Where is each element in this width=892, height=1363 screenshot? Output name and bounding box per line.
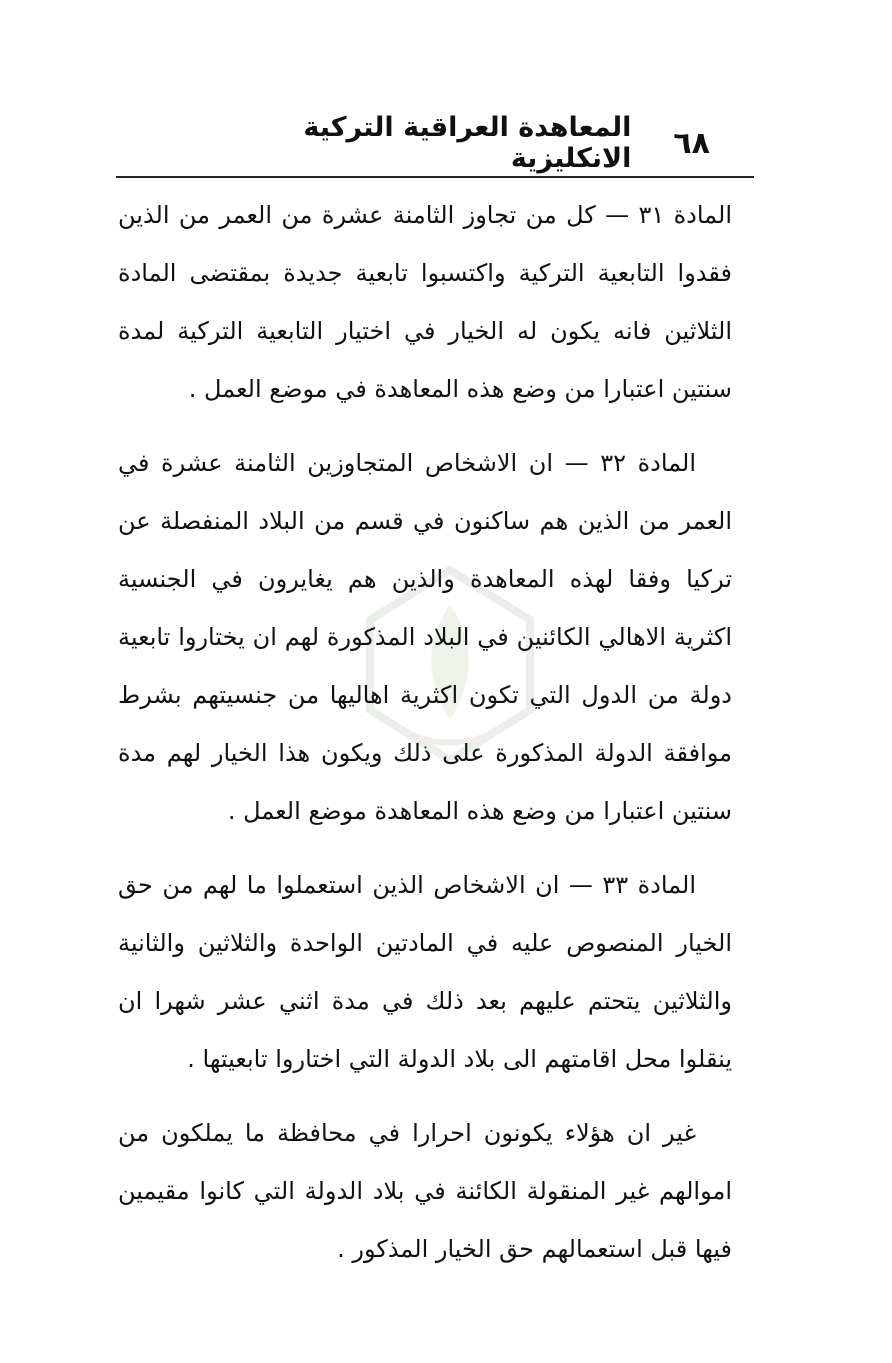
article-body: [118, 186, 732, 1294]
page-number: ٦٨: [673, 125, 710, 161]
page-header: [230, 112, 710, 174]
article-32-paragraph: المادة ٣٢ — ان الاشخاص المتجاوزين الثامنة عشرة في العمر من الذين هم ساكنون في قسم من البلاد المنفصلة عن تركيا وفقا لهذه المعاهدة والذين هم يغايرون في الجنسية اكثرية الاهالي الكائنين في البلاد المذكورة لهم ان يختاروا تابعية دولة من الدول التي تكون اكثرية اهاليها من جنسيتهم بشرط موافقة الدولة المذكورة على ذلك ويكون هذا الخيار لهم مدة سنتين اعتبارا من وضع هذه المعاهدة موضع العمل .: [118, 449, 732, 825]
running-title: المعاهدة العراقية التركية الانكليزية: [303, 112, 632, 174]
header-divider: [116, 176, 754, 178]
article-33-continuation-paragraph: غير ان هؤلاء يكونون احرارا في محافظة ما يملكون من اموالهم غير المنقولة الكائنة في بلاد الدولة التي كانوا مقيمين فيها قبل استعمالهم حق الخيار المذكور .: [118, 1119, 732, 1263]
article-31-paragraph: المادة ٣١ — كل من تجاوز الثامنة عشرة من العمر من الذين فقدوا التابعية التركية واكتسبوا تابعية جديدة بمقتضى المادة الثلاثين فانه يكون له الخيار في اختيار التابعية التركية لمدة سنتين اعتبارا من وضع هذه المعاهدة في موضع العمل .: [118, 201, 733, 403]
article-33-paragraph: المادة ٣٣ — ان الاشخاص الذين استعملوا ما لهم من حق الخيار المنصوص عليه في المادتين الواحدة والثلاثين والثانية والثلاثين يتحتم عليهم بعد ذلك في مدة اثني عشر شهرا ان ينقلوا محل اقامتهم الى بلاد الدولة التي اختاروا تابعيتها .: [118, 871, 732, 1073]
